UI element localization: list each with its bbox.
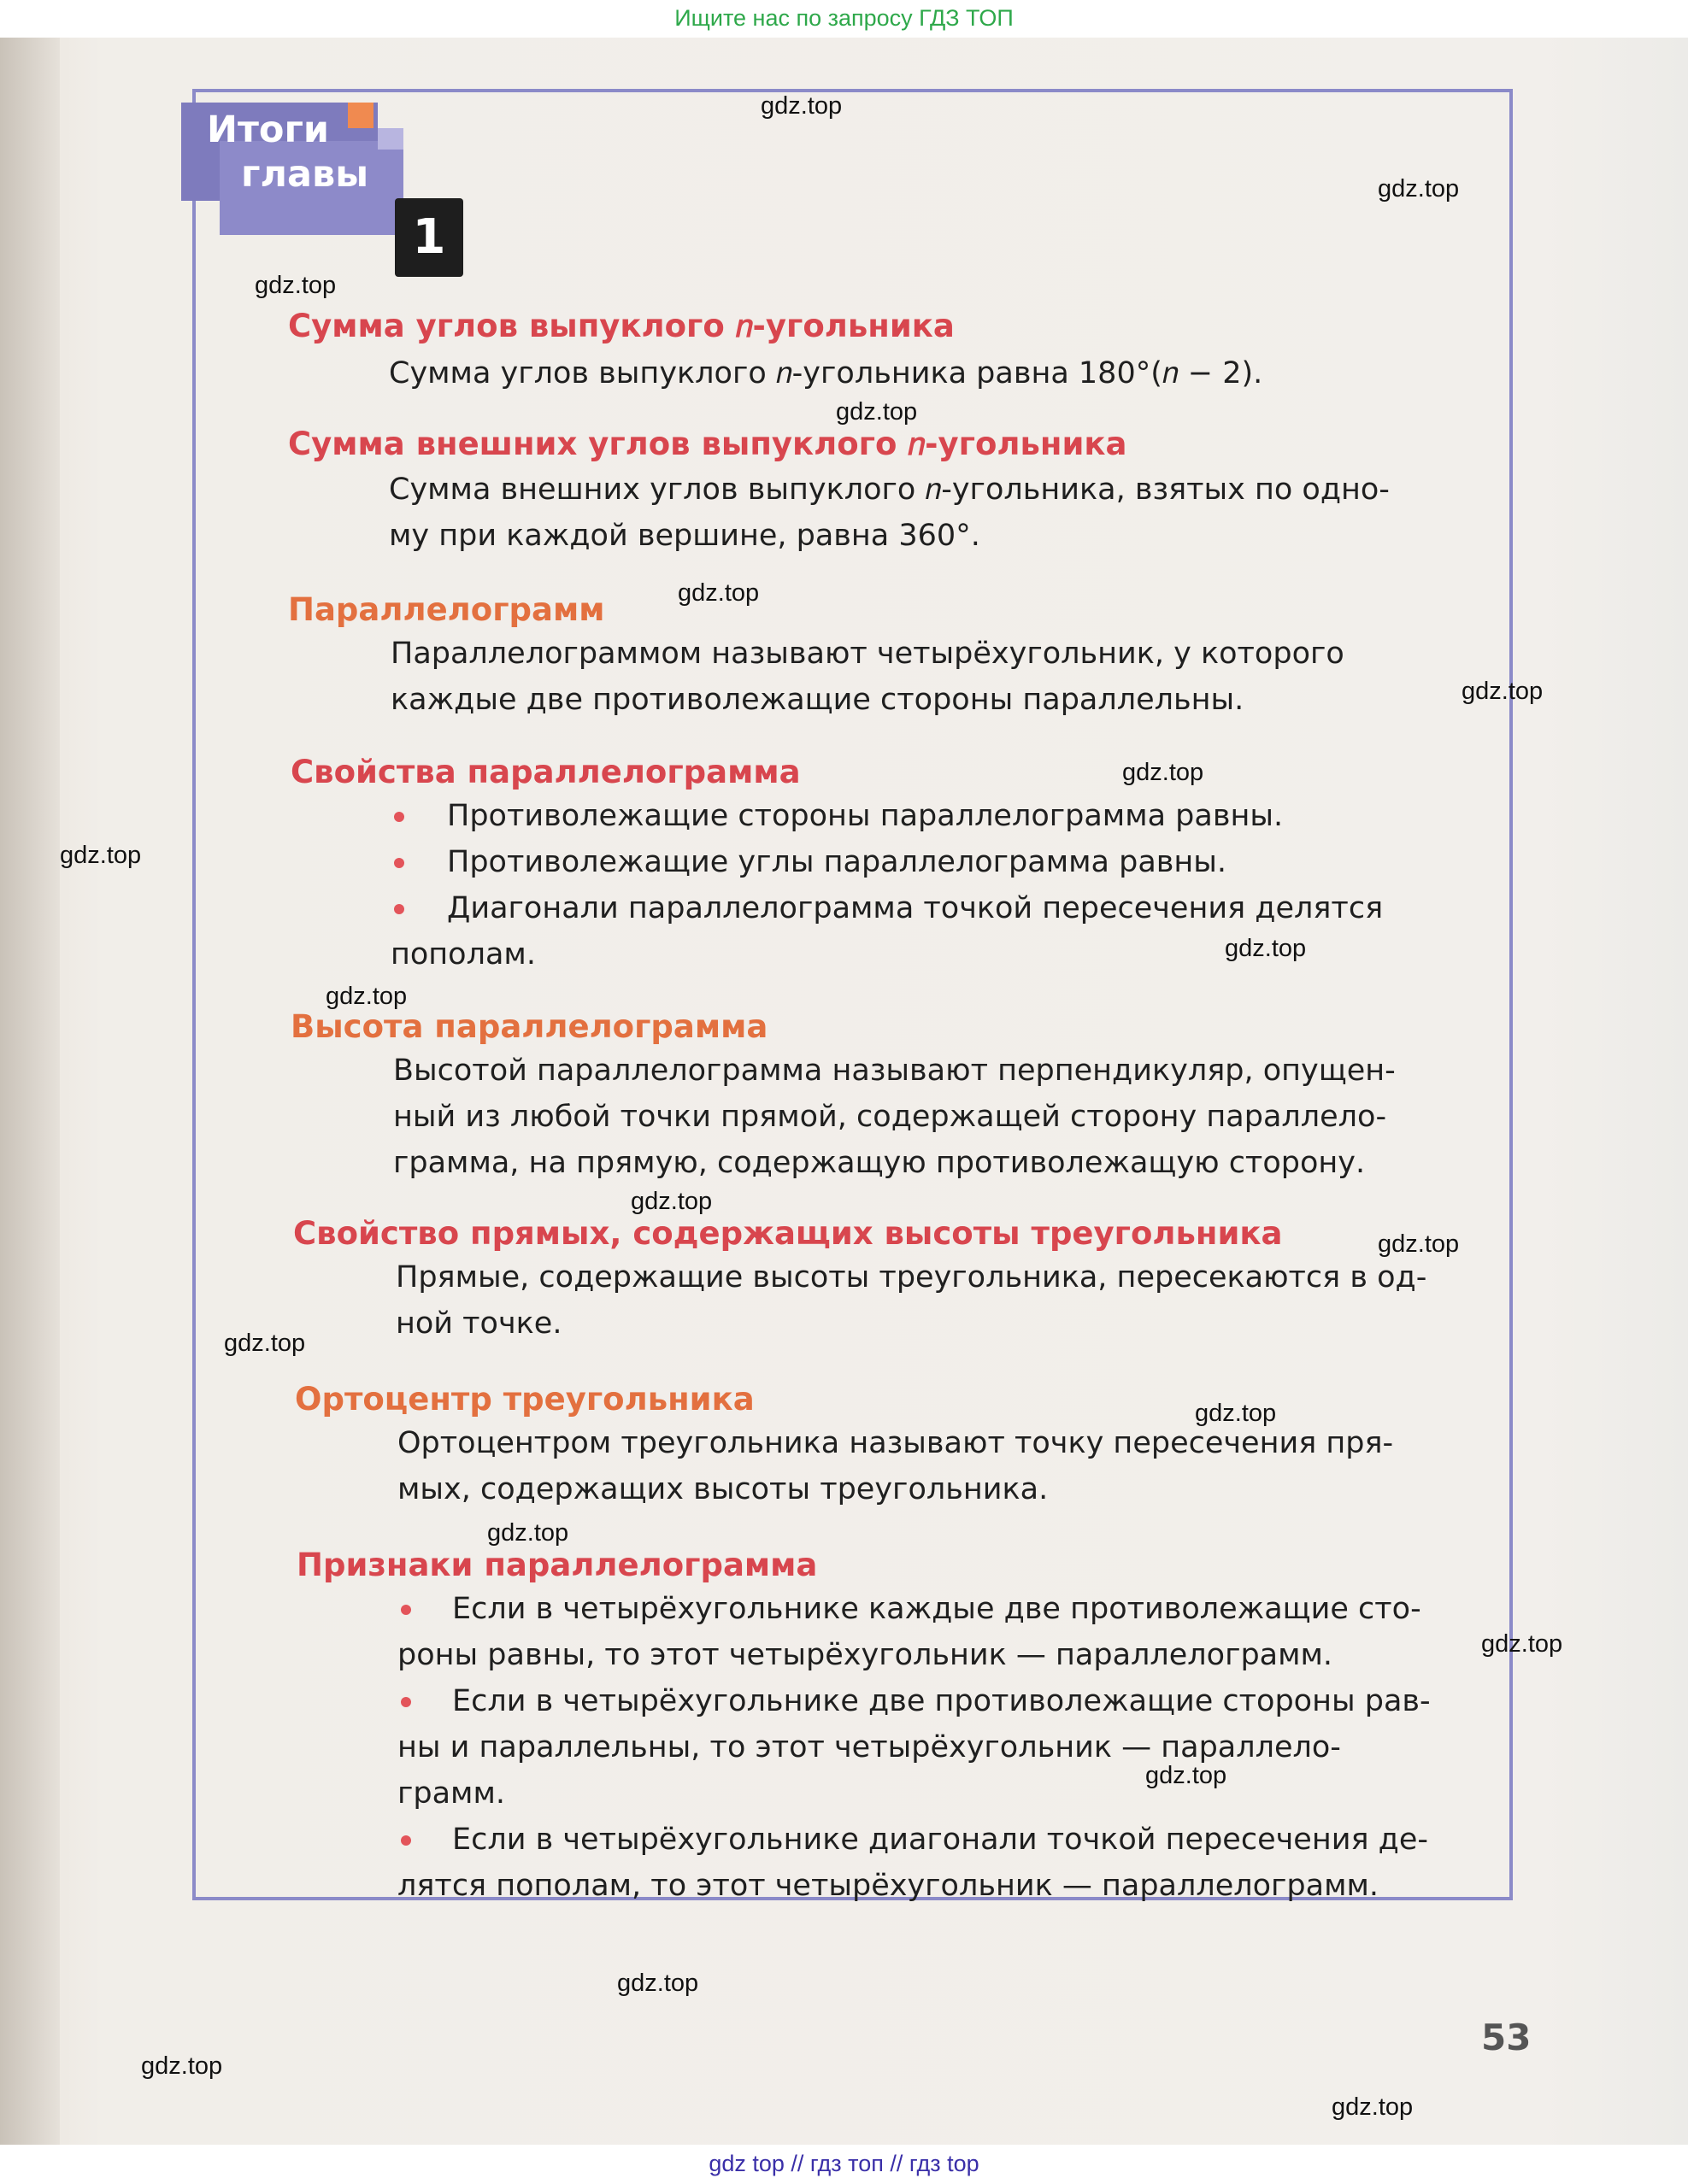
watermark: gdz.top — [224, 1330, 306, 1357]
watermark: gdz.top — [1225, 935, 1307, 962]
section-text: Параллелограммом называют четырёхугольник, у которого каждые две противолежащие стороны параллельны. — [391, 637, 1344, 717]
watermark: gdz.top — [1195, 1400, 1277, 1427]
chapter-summary-badge — [181, 103, 408, 235]
watermark: gdz.top — [1332, 2093, 1414, 2121]
watermark: gdz.top — [326, 983, 408, 1010]
badge-title-line1: Итоги — [207, 109, 330, 151]
watermark: gdz.top — [60, 842, 142, 869]
watermark: gdz.top — [255, 272, 337, 299]
watermark: gdz.top — [1462, 678, 1544, 705]
chapter-number: 1 — [395, 198, 463, 277]
watermark: gdz.top — [1122, 759, 1204, 786]
watermark: gdz.top — [617, 1970, 699, 1997]
section-text: Сумма внешних углов выпуклого 𝑛-угольника, взятых по одно- му при каждой вершине, равна 360°. — [389, 473, 1390, 553]
watermark: gdz.top — [1145, 1762, 1227, 1789]
section-text: Сумма углов выпуклого 𝑛-угольника равна 180°(𝑛 − 2). — [389, 356, 1263, 390]
section-text: Ортоцентром треугольника называют точку пересечения пря- мых, содержащих высоты треугольника. — [397, 1426, 1394, 1506]
watermark: gdz.top — [1378, 175, 1460, 203]
watermark: gdz.top — [836, 398, 918, 426]
bottom-banner[interactable]: gdz top // гдз топ // гдз top — [709, 2151, 979, 2176]
watermark: gdz.top — [487, 1519, 569, 1547]
page-spine-shadow — [0, 38, 60, 2145]
section-heading: Признаки параллелограмма — [297, 1547, 818, 1583]
section-heading: Сумма углов выпуклого 𝑛-угольника — [288, 308, 955, 344]
watermark: gdz.top — [141, 2052, 223, 2080]
watermark: gdz.top — [761, 92, 843, 120]
section-text: Прямые, содержащие высоты треугольника, пересекаются в од- ной точке. — [396, 1260, 1427, 1341]
badge-title-line2: главы — [241, 153, 369, 196]
list-item: Если в четырёхугольнике каждые две противолежащие сто- роны равны, то этот четырёхугольник — параллелограмм. — [397, 1592, 1421, 1672]
list-item: Противолежащие стороны параллелограмма равны. — [391, 793, 1472, 839]
list-item: Если в четырёхугольнике две противолежащие стороны рав- ны и параллельны, то этот четырёхугольник — параллело- грамм. — [397, 1684, 1431, 1811]
watermark: gdz.top — [1378, 1230, 1460, 1258]
list-item: Противолежащие углы параллелограмма равны. — [391, 839, 1472, 885]
watermark: gdz.top — [1481, 1630, 1563, 1658]
watermark: gdz.top — [678, 579, 760, 607]
section-text: Высотой параллелограмма называют перпендикуляр, опущен- ный из любой точки прямой, содержащей сторону параллело- грамма, на прямую, содержащую противолежащую сторону. — [393, 1054, 1396, 1180]
bullet-list — [397, 1586, 1474, 1909]
section-heading: Свойства параллелограмма — [291, 754, 801, 790]
list-item: Если в четырёхугольнике диагонали точкой пересечения де- лятся пополам, то этот четырёхугольник — параллелограмм. — [397, 1823, 1428, 1903]
watermark: gdz.top — [631, 1188, 713, 1215]
list-item: Диагонали параллелограмма точкой пересечения делятся пополам. — [391, 891, 1384, 972]
section-heading: Высота параллелограмма — [291, 1008, 768, 1045]
top-banner[interactable]: Ищите нас по запросу ГДЗ ТОП — [674, 5, 1014, 31]
section-heading: Сумма внешних углов выпуклого 𝑛-угольника — [288, 426, 1127, 462]
section-heading: Ортоцентр треугольника — [295, 1381, 755, 1418]
section-heading: Параллелограмм — [288, 591, 605, 628]
bullet-list — [391, 793, 1472, 978]
page-number: 53 — [1481, 2017, 1532, 2058]
section-heading: Свойство прямых, содержащих высоты треугольника — [293, 1215, 1283, 1252]
